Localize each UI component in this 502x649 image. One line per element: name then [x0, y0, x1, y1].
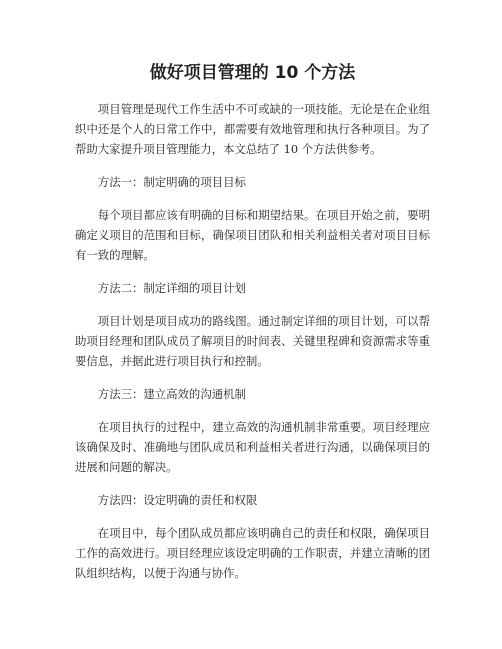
section-heading-4: 方法四：设定明确的责任和权限: [97, 493, 258, 507]
document-title: 做好项目管理的 10 个方法: [149, 63, 356, 83]
section-heading-1: 方法一：制定明确的项目目标: [97, 175, 246, 189]
section-heading-3: 方法三：建立高效的沟通机制: [97, 387, 246, 401]
section-heading-2: 方法二：制定详细的项目计划: [97, 281, 246, 295]
section-body-4: 在项目中，每个团队成员都应该明确自己的责任和权限，确保项目工作的高效进行。项目经理应该设定明确的工作职责，并建立清晰的团队组织结构，以便于沟通与协作。: [75, 526, 430, 580]
section-body-1: 每个项目都应该有明确的目标和期望结果。在项目开始之前，要明确定义项目的范围和目标，确保项目团队和相关利益相关者对项目目标有一致的理解。: [75, 208, 430, 262]
section-body-2: 项目计划是项目成功的路线图。通过制定详细的项目计划，可以帮助项目经理和团队成员了解项目的时间表、关键里程碑和资源需求等重要信息，并据此进行项目执行和控制。: [75, 314, 430, 368]
section-body-3: 在项目执行的过程中，建立高效的沟通机制非常重要。项目经理应该确保及时、准确地与团队成员和利益相关者进行沟通，以确保项目的进展和问题的解决。: [75, 420, 430, 474]
intro-paragraph: 项目管理是现代工作生活中不可或缺的一项技能。无论是在企业组织中还是个人的日常工作中，都需要有效地管理和执行各种项目。为了帮助大家提升项目管理能力，本文总结了 10 个方法供参考。: [75, 102, 430, 156]
